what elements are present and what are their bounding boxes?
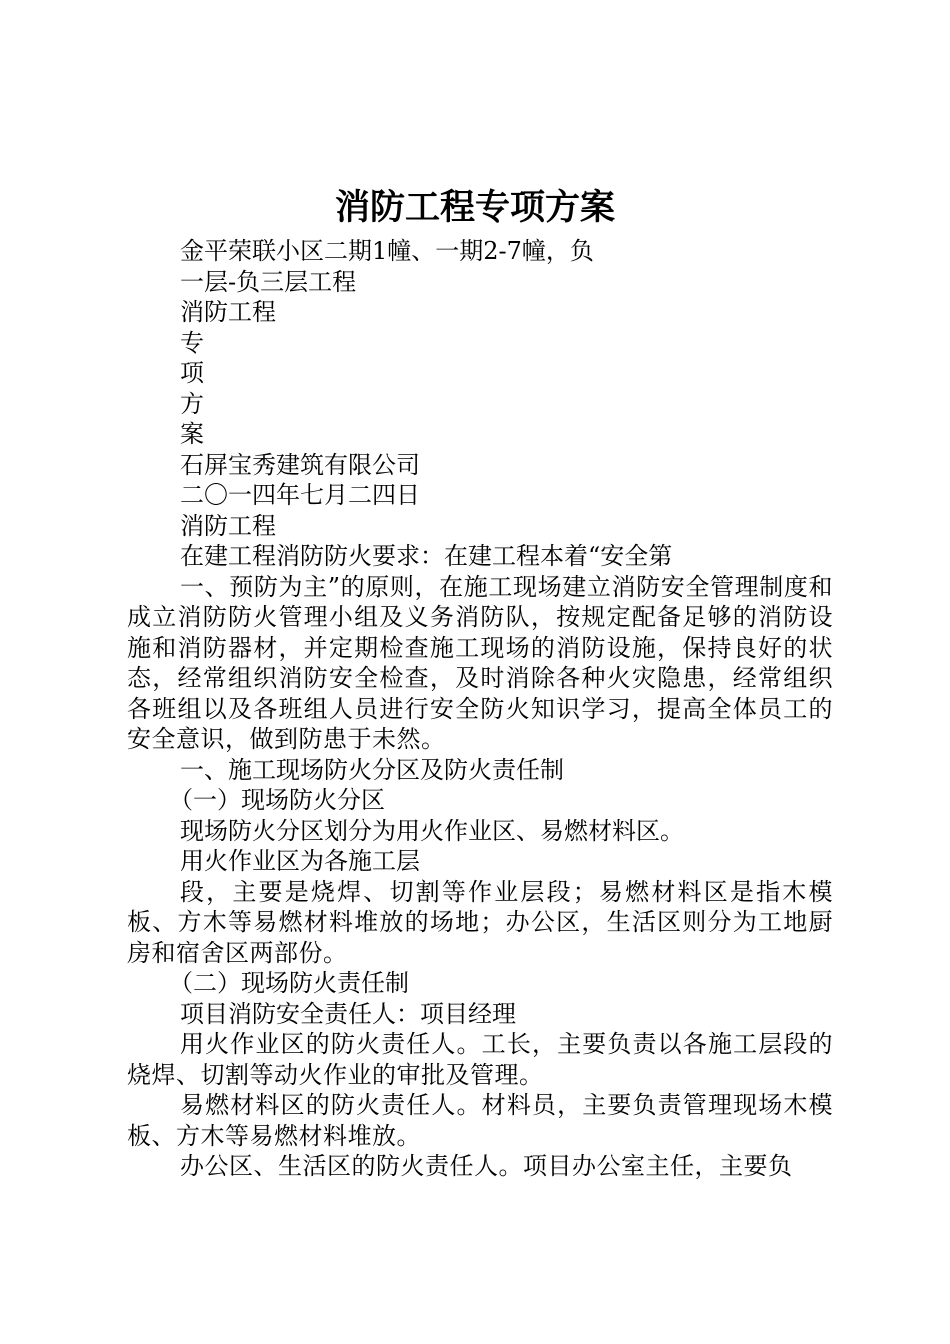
cover-line: 金平荣联小区二期1幢、一期2-7幢，负 — [180, 237, 594, 265]
text-line: 现场防火分区划分为用火作业区、易燃材料区。 — [180, 816, 684, 845]
paragraph-fire-prevention: 一、预防为主”的原则，在施工现场建立消防安全管理制度和成立消防防火管理小组及义务消防队，按规定配备足够的消防设施和消防器材，并定期检查施工现场的消防设施，保持良好的状态，经常组织消防安全检查，及时消除各种火灾隐患，经常组织各班组以及各班组人员进行安全防火知识学习，提高全体员工的安全意识，做到防患于未然。 — [127, 572, 833, 753]
subsection-heading: （一）现场防火分区 — [169, 786, 385, 814]
text-line: 项目消防安全责任人：项目经理 — [180, 999, 516, 1028]
section-heading: 一、施工现场防火分区及防火责任制 — [180, 755, 564, 784]
cover-line: 在建工程消防防火要求：在建工程本着“安全第 — [180, 542, 673, 570]
subsection-heading: （二）现场防火责任制 — [169, 969, 409, 997]
paragraph-zones: 段，主要是烧焊、切割等作业层段；易燃材料区是指木模板、方木等易燃材料堆放的场地；办公区，生活区则分为工地厨房和宿舍区两部份。 — [127, 877, 833, 967]
cover-line: 消防工程 — [180, 298, 276, 326]
cover-line: 消防工程 — [180, 511, 276, 540]
cover-line: 方 — [180, 389, 204, 418]
cover-line: 石屏宝秀建筑有限公司 — [180, 450, 420, 479]
cover-line: 专 — [180, 328, 204, 357]
cover-line: 项 — [180, 359, 204, 387]
text-line: 用火作业区为各施工层 — [180, 847, 420, 875]
cover-line: 二〇一四年七月二四日 — [180, 481, 420, 509]
paragraph-material-area-responsibility: 易燃材料区的防火责任人。材料员，主要负责管理现场木模板、方木等易燃材料堆放。 — [127, 1091, 833, 1150]
cover-line: 案 — [180, 420, 204, 448]
paragraph-office-area-responsibility: 办公区、生活区的防火责任人。项目办公室主任，主要负 — [180, 1152, 793, 1180]
document-body — [127, 236, 833, 1182]
paragraph-fire-area-responsibility: 用火作业区的防火责任人。工长，主要负责以各施工层段的烧焊、切割等动火作业的审批及管理。 — [127, 1030, 833, 1089]
cover-line: 一层-负三层工程 — [180, 267, 357, 296]
document-title: 消防工程专项方案 — [334, 187, 615, 228]
